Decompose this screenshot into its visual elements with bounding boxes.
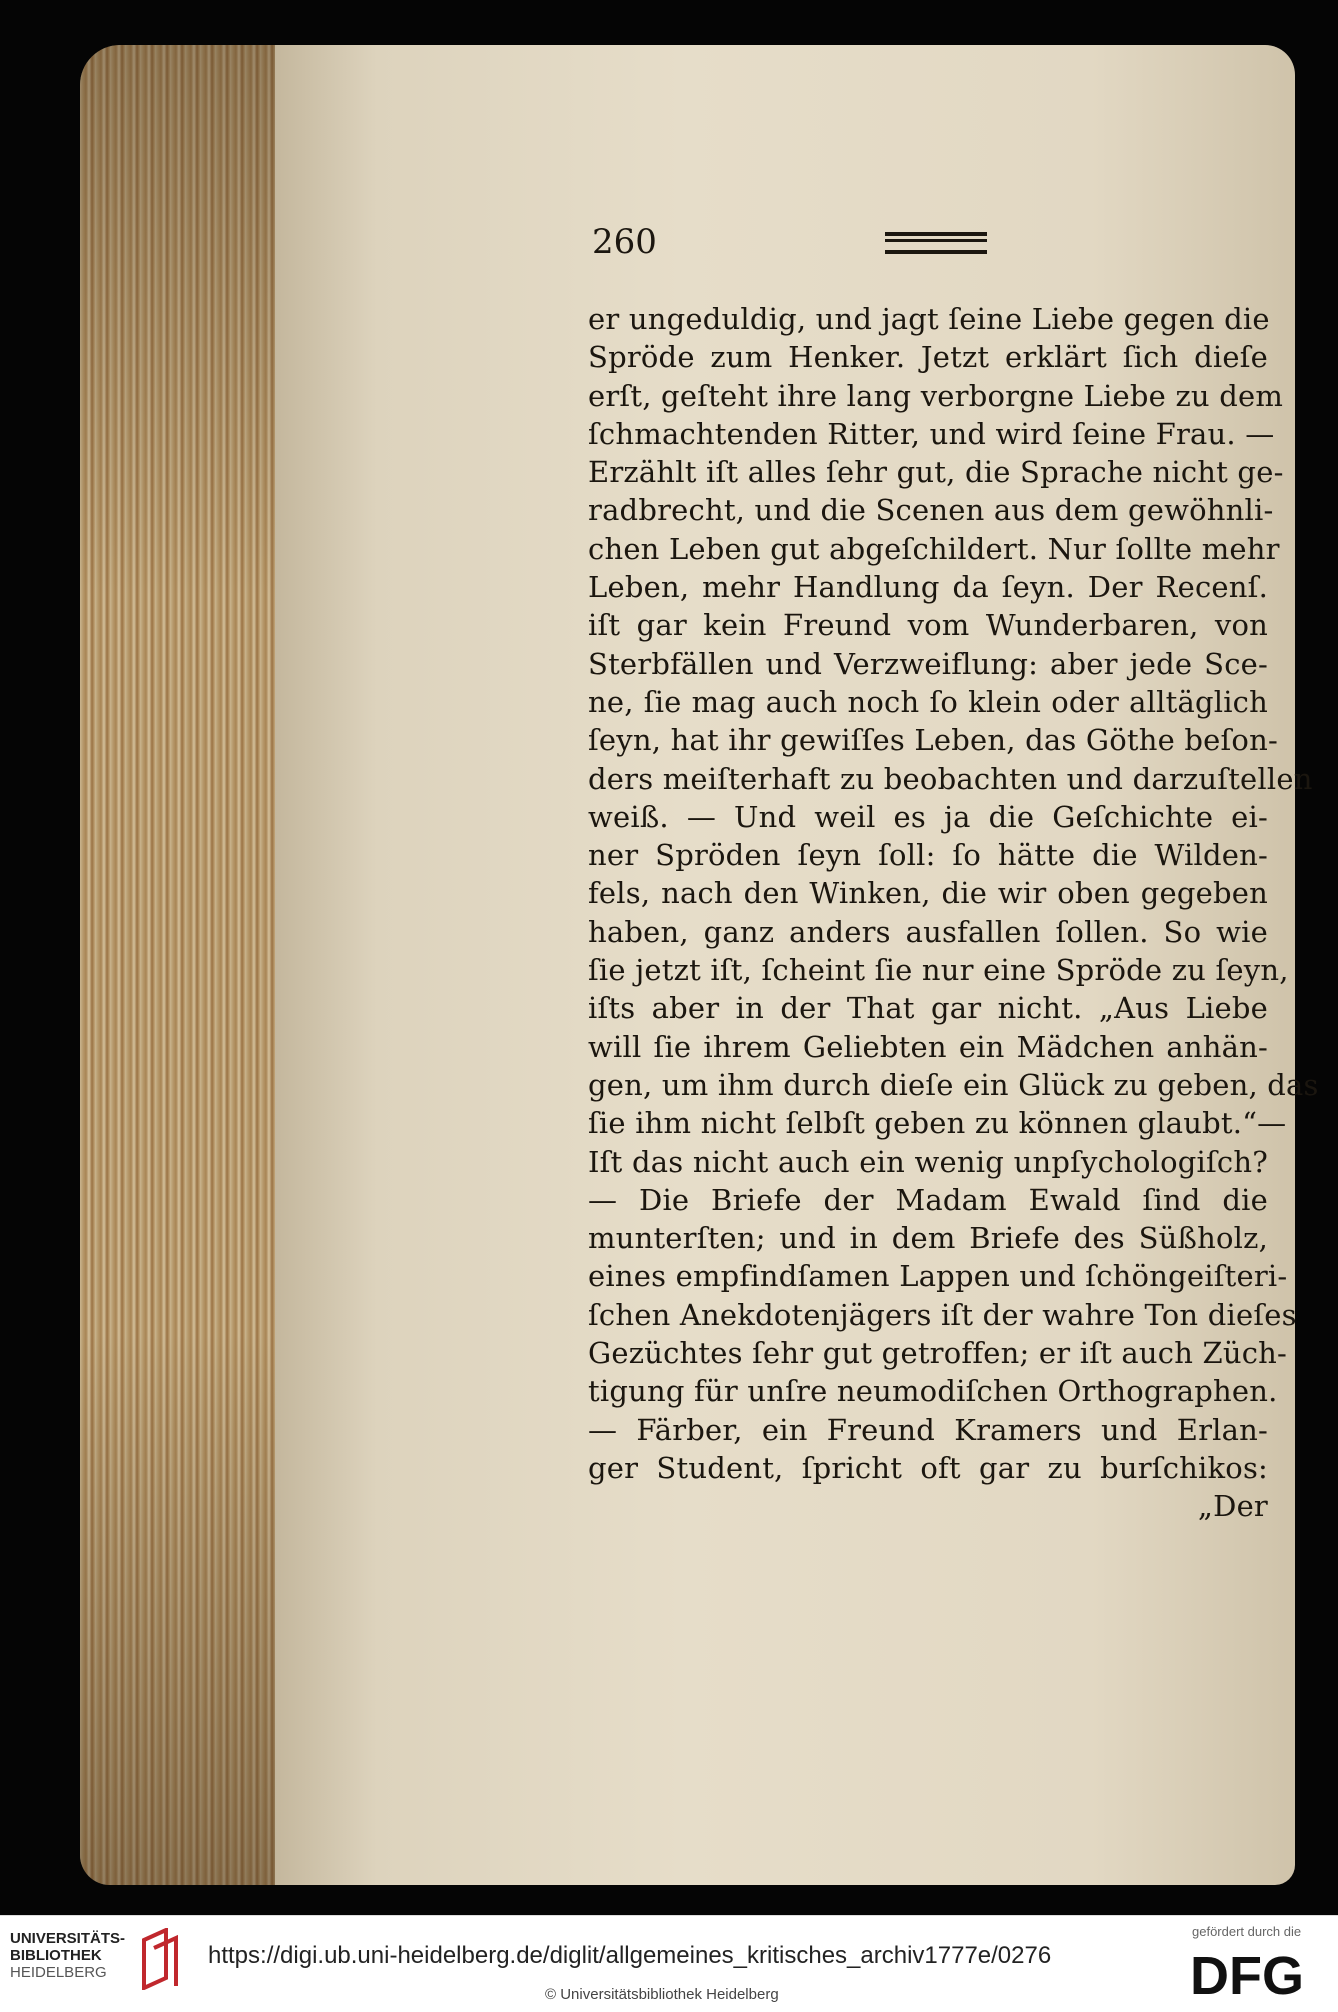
text-line: ſie ihm nicht ſelbſt geben zu können glaubt.“—	[588, 1106, 1287, 1141]
library-logo-icon	[136, 1928, 184, 1990]
page-number: 260	[592, 222, 657, 262]
text-line: ders meiſterhaft zu beobachten und darzuſtellen	[588, 761, 1313, 796]
header-rule	[885, 232, 987, 254]
viewer-footer	[0, 1915, 1338, 2012]
text-line: chen Leben gut abgeſchildert. Nur ſollte mehr	[588, 531, 1280, 566]
text-line: fels, nach den Winken, die wir oben gegeben	[588, 876, 1268, 911]
text-line: ſie jetzt iſt, ſcheint ſie nur eine Spröde zu ſeyn,	[588, 953, 1289, 988]
text-line: „Der	[1197, 1489, 1268, 1524]
text-line: iſts aber in der That gar nicht. „Aus Liebe	[588, 991, 1268, 1026]
text-line: ſeyn, hat ihr gewiſſes Leben, das Göthe beſon-	[588, 723, 1278, 758]
text-line: weiß. — Und weil es ja die Geſchichte ei-	[588, 799, 1268, 834]
dfg-logo-icon	[1190, 1944, 1324, 2002]
text-line: Gezüchtes ſehr gut getroffen; er iſt auch Züch-	[588, 1336, 1288, 1371]
text-line: er ungeduldig, und jagt ſeine Liebe gegen die	[588, 302, 1270, 336]
text-line: eines empfindſamen Lappen und ſchöngeiſteri-	[588, 1259, 1288, 1294]
library-name-line: UNIVERSITÄTS-	[10, 1930, 126, 1947]
text-line: tigung für unſre neumodiſchen Orthographen.	[588, 1374, 1278, 1409]
text-line: radbrecht, und die Scenen aus dem gewöhnli-	[588, 493, 1274, 528]
text-line: Sterbfällen und Verzweiflung: aber jede Sce-	[588, 646, 1268, 681]
text-line: Spröde zum Henker. Jetzt erklärt ſich dieſe	[588, 340, 1268, 375]
library-name-line: BIBLIOTHEK	[10, 1947, 102, 1964]
text-line: Erzählt iſt alles ſehr gut, die Sprache nicht ge-	[588, 455, 1284, 490]
text-line: gen, um ihm durch dieſe ein Glück zu geben, das	[588, 1067, 1319, 1102]
text-line: ner Spröden ſeyn ſoll: ſo hätte die Wilden-	[588, 838, 1268, 873]
text-line: ſchmachtenden Ritter, und wird ſeine Frau. —	[588, 416, 1275, 451]
text-line: will ſie ihrem Geliebten ein Mädchen anhän-	[588, 1029, 1268, 1064]
text-line: haben, ganz anders ausfallen ſollen. So wie	[588, 914, 1268, 949]
text-line: ger Student, ſpricht oft gar zu burſchikos:	[588, 1450, 1268, 1485]
copyright-notice: © Universitätsbibliothek Heidelberg	[545, 1986, 779, 2003]
text-line: erſt, geſteht ihre lang verborgne Liebe zu dem	[588, 378, 1284, 413]
book-page-edges	[80, 45, 285, 1885]
library-name	[10, 1930, 130, 1981]
library-name-line: HEIDELBERG	[10, 1964, 107, 1981]
text-line: ſchen Anekdotenjägers iſt der wahre Ton dieſes	[588, 1297, 1297, 1332]
dfg-logo-text: DFG	[1190, 1946, 1304, 2002]
text-line: — Färber, ein Freund Kramers und Erlan-	[588, 1412, 1268, 1447]
text-line: — Die Briefe der Madam Ewald ſind die	[588, 1182, 1268, 1217]
text-line: Iſt das nicht auch ein wenig unpſychologiſch?	[588, 1144, 1268, 1179]
page-url-link[interactable]: https://digi.ub.uni-heidelberg.de/diglit/allgemeines_kritisches_archiv1777e/0276	[208, 1942, 1052, 1969]
text-line: munterſten; und in dem Briefe des Süßholz,	[588, 1221, 1268, 1256]
body-text	[588, 300, 1319, 1526]
funding-label: gefördert durch die	[1192, 1924, 1302, 1939]
text-line: iſt gar kein Freund vom Wunderbaren, von	[588, 608, 1268, 643]
text-line: Leben, mehr Handlung da ſeyn. Der Recenſ.	[588, 570, 1268, 605]
text-line: ne, ſie mag auch noch ſo klein oder alltäglich	[588, 684, 1268, 719]
